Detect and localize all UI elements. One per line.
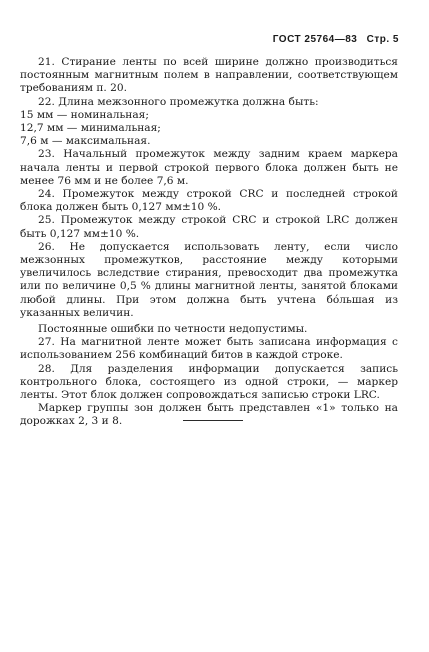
- clause-22-minimum: 12,7 мм — минимальная;: [20, 122, 161, 135]
- clause-26: 26. Не допускается использовать ленту, если число межзонных промежутков, расстояние между которыми увеличилось вследствие стирания, превосходит два промежутка или по величине 0,5 % длины магнитной ленты, занятой блоками любой длины. При этом должна быть учтена бо́льшая из указанных величин.: [20, 240, 398, 319]
- end-divider: [183, 420, 243, 421]
- clause-21: 21. Стирание ленты по всей ширине должно производиться постоянным магнитным полем в направлении, соответствующем требованиям п. 20.: [20, 56, 398, 95]
- standard-number: ГОСТ 25764—83: [272, 34, 358, 45]
- page-header: [267, 34, 399, 45]
- clause-28: 28. Для разделения информации допускается запись контрольного блока, состоящего из одной строки, — маркер ленты. Этот блок должен сопровождаться записью строки LRC.: [20, 362, 398, 402]
- clause-25: 25. Промежуток между строкой CRC и строкой LRC должен быть 0,127 мм±10 %.: [20, 214, 398, 240]
- clause-22-maximum: 7,6 м — максимальная.: [20, 135, 151, 148]
- page-number: Стр. 5: [366, 34, 399, 45]
- clause-26-note: Постоянные ошибки по четности недопустимы.: [38, 323, 308, 336]
- document-body: [20, 56, 398, 429]
- clause-24: 24. Промежуток между строкой CRC и последней строкой блока должен быть 0,127 мм±10 %.: [20, 188, 398, 214]
- clause-28-note: Маркер группы зон должен быть представлен «1» только на дорожках 2, 3 и 8.: [20, 402, 398, 428]
- clause-23: 23. Начальный промежуток между задним краем маркера начала ленты и первой строкой первого блока должен быть не менее 76 мм и не более 7,6 м.: [20, 148, 398, 187]
- clause-27: 27. На магнитной ленте может быть записана информация с использованием 256 комбинаций битов в каждой строке.: [20, 336, 398, 362]
- clause-22: 22. Длина межзонного промежутка должна быть:: [38, 95, 319, 108]
- clause-22-nominal: 15 мм — номинальная;: [20, 108, 149, 121]
